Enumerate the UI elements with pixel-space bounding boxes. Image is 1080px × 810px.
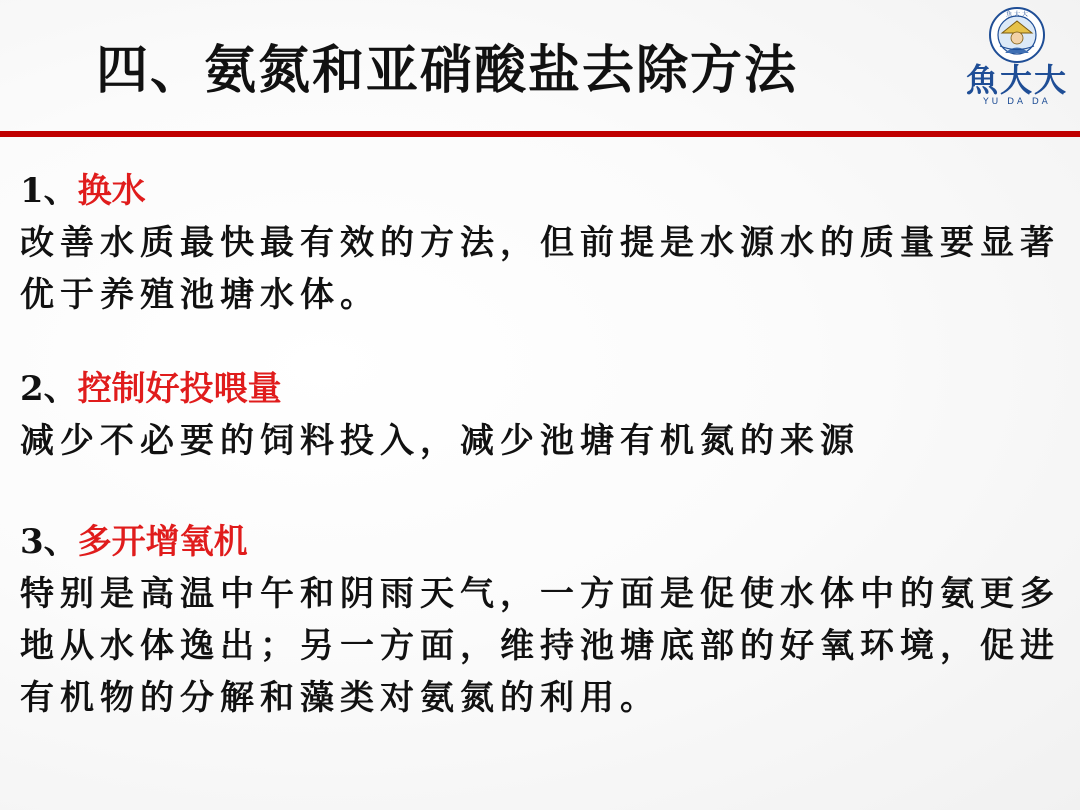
list-item <box>20 516 1060 724</box>
item-heading <box>20 363 1060 415</box>
brand-logo <box>962 4 1072 110</box>
list-item <box>20 363 1060 467</box>
item-number: 1、 <box>20 171 78 211</box>
item-heading <box>20 165 1060 217</box>
item-heading-text: 换水 <box>77 171 146 211</box>
logo-wordmark: 魚大大 <box>965 61 1068 99</box>
item-number: 3、 <box>20 522 78 562</box>
logo-subtitle: YU DA DA <box>983 97 1051 107</box>
list-item <box>20 165 1060 321</box>
item-body: 改善水质最快最有效的方法，但前提是水源水的质量要显著优于养殖池塘水体。 <box>20 223 1060 315</box>
item-number: 2、 <box>20 369 78 409</box>
slide-title: 四、氨氮和亚硝酸盐去除方法 <box>96 40 799 101</box>
svg-text:魚 大 大: 魚 大 大 <box>1006 11 1028 18</box>
item-heading-text: 多开增氧机 <box>77 522 248 562</box>
item-heading <box>20 516 1060 568</box>
item-body: 减少不必要的饲料投入，减少池塘有机氮的来源 <box>20 421 860 461</box>
fisherman-emblem-icon <box>988 6 1046 64</box>
item-body: 特别是高温中午和阴雨天气，一方面是促使水体中的氨更多地从水体逸出；另一方面，维持池塘底部的好氧环境，促进有机物的分解和藻类对氨氮的利用。 <box>20 574 1060 718</box>
item-heading-text: 控制好投喂量 <box>77 369 282 409</box>
title-divider <box>0 131 1080 137</box>
